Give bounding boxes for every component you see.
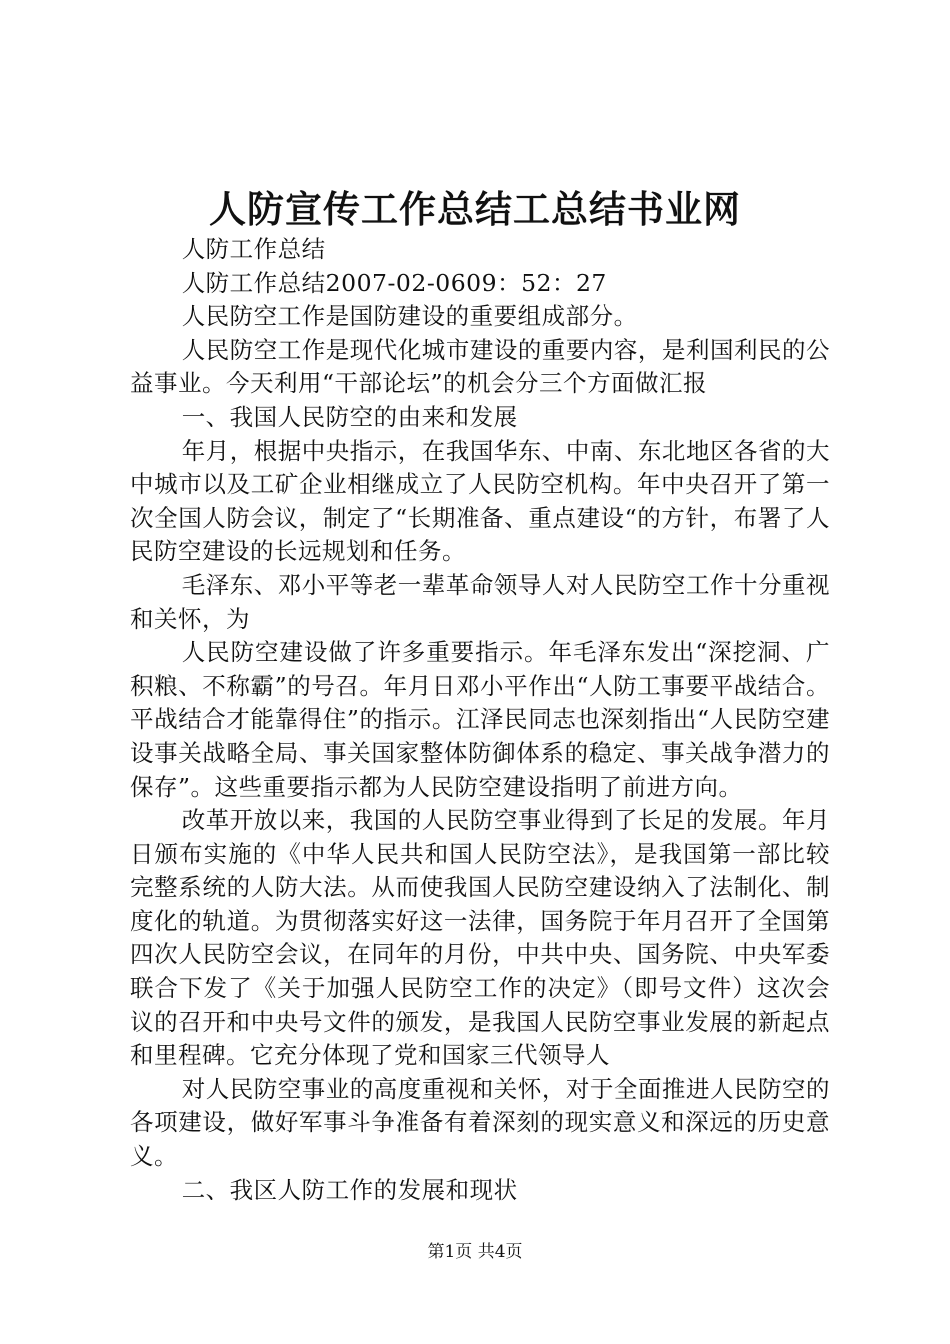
paragraph: 改革开放以来，我国的人民防空事业得到了长足的发展。年月日颁布实施的《中华人民共和国人民防空法》，是我国第一部比较完整系统的人防大法。从而使我国人民防空建设纳入了法制化、制度化的轨道。为贯彻落实好这一法律，国务院于年月召开了全国第四次人民防空会议，在同年的月份，中共中央、国务院、中央军委联合下发了《关于加强人民防空工作的决定》（即号文件）这次会议的召开和中央号文件的颁发，是我国人民防空事业发展的新起点和里程碑。它充分体现了党和国家三代领导人 bbox=[130, 806, 830, 1070]
paragraph: 对人民防空事业的高度重视和关怀，对于全面推进人民防空的各项建设，做好军事斗争准备有着深刻的现实意义和深远的历史意义。 bbox=[130, 1074, 830, 1171]
paragraph: 毛泽东、邓小平等老一辈革命领导人对人民防空工作十分重视和关怀，为 bbox=[130, 570, 830, 633]
page-footer: 第1页 共4页 bbox=[427, 1242, 523, 1262]
document-title: 人防宣传工作总结工总结书业网 bbox=[209, 187, 741, 231]
section-heading: 一、我国人民防空的由来和发展 bbox=[181, 402, 518, 431]
paragraph: 人防工作总结2007-02-0609：52：27 bbox=[181, 268, 607, 297]
document-body bbox=[130, 233, 830, 1207]
paragraph: 人防工作总结 bbox=[181, 235, 326, 263]
paragraph: 人民防空工作是国防建设的重要组成部分。 bbox=[181, 302, 638, 331]
paragraph: 人民防空建设做了许多重要指示。年毛泽东发出“深挖洞、广积粮、不称霸”的号召。年月日邓小平作出“人防工事要平战结合。平战结合才能靠得住”的指示。江泽民同志也深刻指出“人民防空建设事关战略全局、事关国家整体防御体系的稳定、事关战争潜力的保存”。这些重要指示都为人民防空建设指明了前进方向。 bbox=[130, 638, 830, 801]
paragraph: 年月，根据中央指示，在我国华东、中南、东北地区各省的大中城市以及工矿企业相继成立了人民防空机构。年中央召开了第一次全国人防会议，制定了“长期准备、重点建设“的方针，布署了人民防空建设的长远规划和任务。 bbox=[130, 436, 830, 566]
paragraph: 人民防空工作是现代化城市建设的重要内容，是利国利民的公益事业。今天利用“干部论坛”的机会分三个方面做汇报 bbox=[130, 335, 830, 398]
section-heading: 二、我区人防工作的发展和现状 bbox=[181, 1175, 518, 1204]
